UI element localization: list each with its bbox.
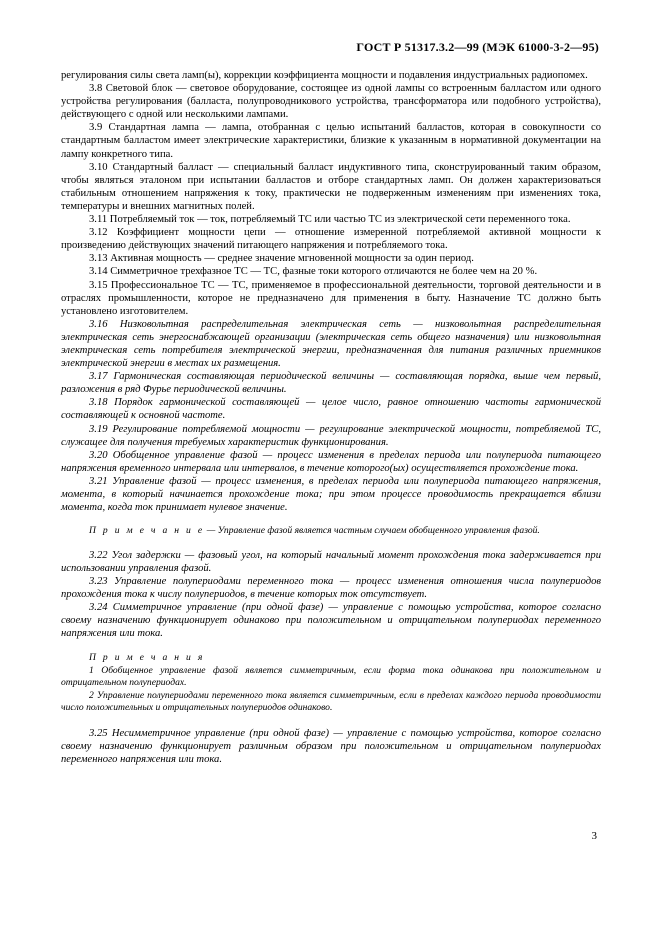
clause-3-16: 3.16 Низковольтная распределительная электрическая сеть — низковольтная распределительная электрическая сеть энергоснабжающей организации (электрическая сеть общего назначения) или низковольтная электрическая сеть потребителя электрической энергии, предназначенная для питания различных приемников электрической энергии в местах их размещения. xyxy=(61,318,601,370)
notes-label-text: П р и м е ч а н и я xyxy=(89,652,205,664)
clause-3-11: 3.11 Потребляемый ток — ток, потребляемый ТС или частью ТС из электрической сети переменного тока. xyxy=(89,214,571,226)
page-number: 3 xyxy=(591,830,597,842)
clause-3-25: 3.25 Несимметричное управление (при одной фазе) — управление с помощью устройства, которое согласно своему назначению функционирует различным образом при положительном и отрицательном полупериодах переменного напряжения или тока. xyxy=(61,727,601,766)
clause-3-15: 3.15 Профессиональное ТС — ТС, применяемое в профессиональной деятельности, торговой деятельности и в отраслях промышленности, которое не предназначено для применения в быту. Назначение ТС должно быть установлено изготовителем. xyxy=(61,279,601,317)
note-item-2: 2 Управление полупериодами переменного тока является симметричным, если в пределах каждого периода проводимости число положительных и отрицательных полупериодов одинаково. xyxy=(61,689,601,714)
clause-3-24: 3.24 Симметричное управление (при одной фазе) — управление с помощью устройства, которое согласно своему назначению функционирует одинаково при положительном и отрицательном полупериодах переменного напряжения или тока. xyxy=(61,602,601,640)
clause-3-14: 3.14 Симметричное трехфазное ТС — ТС, фазные токи которого отличаются не более чем на 20 %. xyxy=(89,266,538,278)
clause-3-12: 3.12 Коэффициент мощности цепи — отношение измеренной потребляемой активной мощности к произведению действующих значений питающего напряжения и потребляемого тока. xyxy=(61,227,601,252)
clause-3-17: 3.17 Гармоническая составляющая периодической величины — составляющая порядка, выше чем первый, разложения в ряд Фурье периодической величины. xyxy=(61,371,601,396)
note-phase-control xyxy=(61,525,601,538)
clause-3-21: 3.21 Управление фазой — процесс изменения, в пределах периода или полупериода питающего напряжения, момента, в который начинается прохождение тока; при этом процессе проводимость прекращается вблизи момента, когда ток принимает нулевое значение. xyxy=(61,475,601,514)
clause-3-13: 3.13 Активная мощность — среднее значение мгновенной мощности за один период. xyxy=(89,253,474,265)
clause-3-18: 3.18 Порядок гармонической составляющей — целое число, равное отношению частоты гармонической составляющей к основной частоте. xyxy=(61,397,601,422)
clause-3-9: 3.9 Стандартная лампа — лампа, отобранная с целью испытаний балластов, которая в совокупности со стандартным балластом имеет электрические характеристики, близкие к указанным в нормативной документации на лампу конкретного типа. xyxy=(61,122,601,160)
clause-3-23: 3.23 Управление полупериодами переменного тока — процесс изменения отношения числа полупериодов прохождения тока к числу полупериодов, в течение которых ток отсутствует. xyxy=(61,575,601,600)
clause-3-19: 3.19 Регулирование потребляемой мощности — регулирование электрической мощности, потребляемой ТС, служащее для получения требуемых характеристик функционирования. xyxy=(61,423,601,448)
clause-3-20: 3.20 Обобщенное управление фазой — процесс изменения в пределах периода или полупериода питающего напряжения временного интервала или интервалов, в течение которого(ых) осуществляется прохождение тока. xyxy=(61,449,601,474)
clause-3-8: 3.8 Световой блок — световое оборудование, состоящее из одной лампы со встроенным балластом или одного устройства регулирования (балласта, полупроводникового устройства, трансформатора или подобного устройства), действующего с одной или несколькими лампами. xyxy=(61,83,601,121)
note-text: — Управление фазой является частным случаем обобщенного управления фазой. xyxy=(204,525,540,537)
note-label: П р и м е ч а н и е xyxy=(89,525,205,537)
notes-label xyxy=(61,652,601,665)
clause-3-10: 3.10 Стандартный балласт — специальный балласт индуктивного типа, сконструированный таким образом, чтобы являться эталоном при испытании балластов и отборе стандартных ламп. Он должен характеризоваться стабильным отношением напряжения к току, практически не подверженным изменениям при изменениях тока, температуры и внешних магнитных полей. xyxy=(61,161,601,212)
paragraph-continuation: регулирования силы света ламп(ы), коррекции коэффициента мощности и подавления индустриальных радиопомех. xyxy=(61,70,588,81)
clause-3-22: 3.22 Угол задержки — фазовый угол, на который начальный момент прохождения тока задерживается при использовании управления фазой. xyxy=(61,549,601,574)
document-body xyxy=(61,69,601,766)
document-header: ГОСТ Р 51317.3.2—99 (МЭК 61000-3-2—95) xyxy=(356,40,599,54)
note-item-1: 1 Обобщенное управление фазой является симметричным, если форма тока одинакова при положительном и отрицательном полупериодах. xyxy=(61,664,601,689)
